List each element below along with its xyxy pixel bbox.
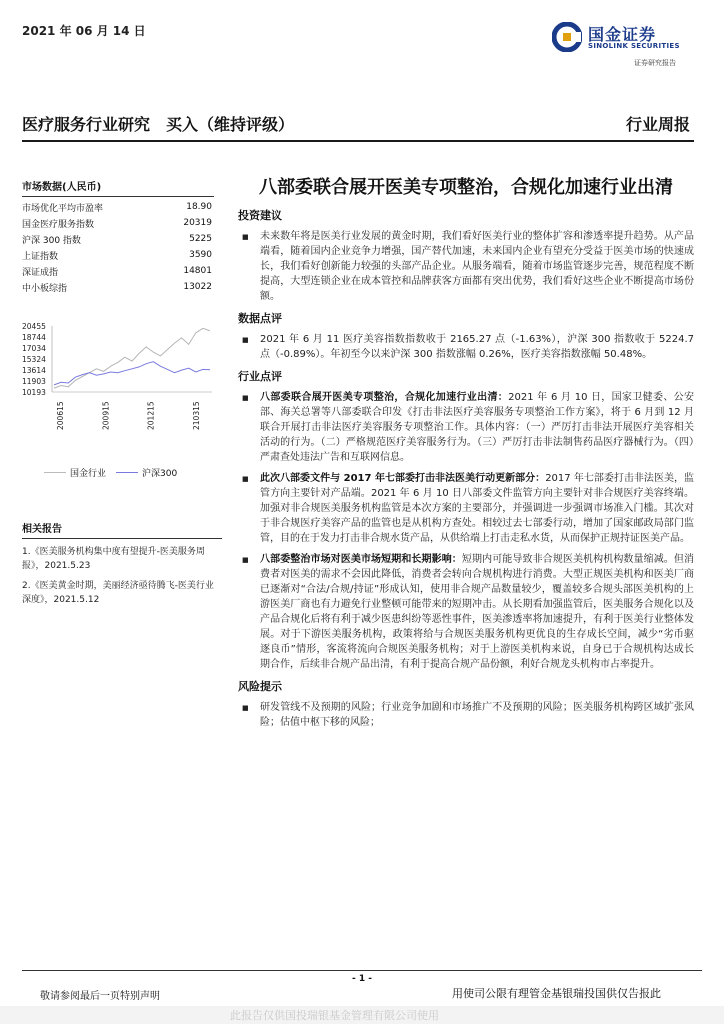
- bullet-text: [260, 471, 694, 546]
- logo-cn-text: 国金证券: [588, 25, 657, 44]
- market-row-label: 中小板综指: [22, 283, 68, 294]
- series-line-hs300: [54, 362, 210, 385]
- market-data-title: 市场数据(人民币): [22, 178, 214, 197]
- report-header: [22, 104, 694, 144]
- market-row-value: 3590: [189, 250, 212, 260]
- bullet-square-icon: ■: [242, 336, 249, 344]
- bullet-item: [238, 552, 694, 672]
- bullet-item: [238, 332, 694, 362]
- bullet-body: 未来数年将是医美行业发展的黄金时期，我们看好医美行业的整体扩容和渗透率提升趋势。从产品端看，随着国内企业竞争力增强，国产替代加速，未来国内企业有望充分受益于医美市场的快速成长，我们看好创新能力较强的头部产品企业。从服务端看，随着市场监管逐步完善，规范程度不断提高，大型连锁企业在成本管控和品牌获客方面都有突出优势，我们看好这些企业不断提高市场份额。: [260, 231, 694, 302]
- bullet-body: 2021 年 6 月 11 医疗美容指数指数收于 2165.27 点（-1.63%），沪深 300 指数收于 5224.7 点（-0.89%）。年初至今以来沪深 300 指数涨幅 0.26%，医疗美容指数涨幅 50.48%。: [260, 334, 694, 360]
- index-line-chart: [22, 318, 218, 464]
- bullet-item: [238, 700, 694, 730]
- market-row: [22, 263, 214, 279]
- company-logo: [552, 20, 702, 56]
- market-row: [22, 215, 214, 231]
- bullet-square-icon: ■: [242, 556, 249, 564]
- legend-swatch-hs300: [116, 472, 138, 473]
- section-heading: 风险提示: [238, 680, 282, 693]
- market-row-value: 5225: [189, 234, 212, 244]
- bullet-lead: 八部委整治市场对医美市场短期和长期影响：: [260, 554, 462, 565]
- y-tick-label: 20455: [22, 322, 46, 331]
- legend-swatch-industry: [44, 472, 66, 473]
- bullet-body: 短期内可能导致非合规医美机构机构数量缩减。但消费者对医美的需求不会因此降低，消费者会转向合规机构进行消费。大型正规医美机构和医美厂商已逐渐对“合法/合规/持证”形成认知，使用非合规产品数量较少，覆盖较多合规头部医美机构的上游医美厂商也有力避免行业整顿可能带来的短期冲击。从长期看加强监管后，医美服务合规化以及产品合规化后将有利于减少医患纠纷等恶性事件，医美渗透率将加速提升，有利于医美行业整体发展。对于下游医美服务机构，政策将给与合规医美服务机构更优良的生存成长空间，减少“劣币驱逐良币”情形，客流将流向合规医美服务机构；对于上游医美机构来说，自身已于合规机构达成长期合作，后续非合规产品出清，有利于提高合规产品份额，利好合规龙头机构市占率提升。: [260, 554, 695, 670]
- bullet-text: [260, 552, 694, 672]
- market-row-value: 13022: [183, 282, 212, 292]
- related-report-item[interactable]: 2.《医美黄金时期，美丽经济亟待腾飞-医美行业深度》，2021.5.12: [22, 581, 214, 605]
- section-heading: 投资建议: [238, 209, 282, 222]
- series-line-industry: [54, 328, 210, 388]
- bullet-square-icon: ■: [242, 475, 249, 483]
- market-row-label: 国金医疗服务指数: [22, 219, 95, 230]
- market-row-value: 20319: [183, 218, 212, 228]
- bullet-item: [238, 471, 694, 546]
- report-type: 行业周报: [625, 115, 690, 134]
- market-row-label: 上证指数: [22, 251, 59, 262]
- x-tick-label: 210315: [192, 401, 201, 430]
- market-row: [22, 247, 214, 263]
- bullet-text: [260, 700, 694, 730]
- bullet-text: [260, 229, 694, 304]
- y-tick-label: 17034: [22, 344, 46, 354]
- market-data-list: [22, 199, 214, 295]
- market-row-label: 沪深 300 指数: [22, 235, 81, 246]
- y-tick-label: 15324: [22, 355, 46, 364]
- y-tick-label: 13614: [22, 365, 46, 375]
- bullet-square-icon: ■: [242, 704, 249, 712]
- chart-legend: [44, 466, 214, 479]
- x-tick-label: 200915: [101, 401, 111, 430]
- bullet-square-icon: ■: [242, 394, 249, 402]
- y-tick-label: 11903: [22, 377, 46, 387]
- watermark-text: 此报告仅供国投瑞银基金管理有限公司使用: [230, 1009, 439, 1022]
- market-row-value: 18.90: [186, 202, 212, 212]
- logo-en-text: SINOLINK SECURITIES: [588, 42, 680, 50]
- bullet-body: 2021 年 6 月 10 日，国家卫健委、公安部、海关总署等八部委联合印发《打击非法医疗美容服务专项整治工作方案》，将于 6 月到 12 月联合开展打击非法医疗美容服务专项整治工作。具体内容：（一）严厉打击非法开展医疗美容相关活动的行为。（二）严格规范医疗美容服务行为。（三）严厉打击非法制售药品医疗器械行为。（四）严肃查处违法广告和互联网信息。: [260, 392, 694, 463]
- logo-mark-icon: [552, 22, 582, 52]
- footer-divider: [22, 970, 702, 971]
- market-row-label: 市场优化平均市盈率: [22, 203, 104, 214]
- bullet-square-icon: ■: [242, 233, 249, 241]
- report-date: 2021 年 06 月 14 日: [22, 24, 146, 38]
- market-row-label: 深证成指: [22, 267, 59, 278]
- bullet-body: 2017 年七部委打击非法医美，监管方向主要针对产品端。2021 年 6 月 10 日八部委文件监管方向主要针对非合规医疗美容终端。加强对非合规医美服务机构监管是本次方案的主要部分，并强调进一步强调市场准入门槛。其次对于非合规医疗美容产品的监管也是从机构方查处。相较过去七部委行动，增加了国家邮政局部门监管，目的在于发力打击非合规水货产品，从供给端上打击走私水货，从而保护正规持证医美产品。: [260, 473, 694, 544]
- section-heading: 数据点评: [238, 312, 282, 325]
- bullet-item: [238, 390, 694, 465]
- x-tick-label: 200615: [56, 401, 65, 430]
- section-heading: 行业点评: [238, 370, 282, 383]
- main-content: [238, 174, 694, 736]
- report-category: 医疗服务行业研究 买入（维持评级）: [22, 115, 295, 134]
- bullet-text: [260, 332, 694, 362]
- report-title: 八部委联合展开医美专项整治，合规化加速行业出清: [259, 177, 673, 198]
- header-divider: [22, 140, 694, 142]
- market-row: [22, 279, 214, 295]
- legend-label-industry: 国金行业: [70, 469, 107, 479]
- usage-note: 用使司公限有理管金基银瑞投国供仅告报此: [452, 987, 661, 1000]
- y-tick-label: 18744: [22, 333, 46, 343]
- legend-item-industry: [44, 466, 106, 479]
- bullet-text: [260, 390, 694, 465]
- page-number: - 1 -: [352, 974, 372, 984]
- market-row: [22, 199, 214, 215]
- y-tick-label: 10193: [22, 388, 46, 397]
- disclaimer-note: 敬请参阅最后一页特别声明: [40, 991, 160, 1002]
- market-row-value: 14801: [183, 266, 212, 276]
- report-sections: [238, 207, 694, 730]
- bullet-lead: 此次八部委文件与 2017 年七部委打击非法医美行动更新部分：: [260, 473, 546, 484]
- related-reports: [22, 520, 222, 613]
- market-row: [22, 231, 214, 247]
- related-reports-title: 相关报告: [22, 520, 222, 539]
- bullet-lead: 八部委联合展开医美专项整治，合规化加速行业出清：: [260, 392, 509, 403]
- x-tick-label: 201215: [146, 401, 156, 430]
- related-report-item[interactable]: 1.《医美服务机构集中度有望提升-医美服务周报》，2021.5.23: [22, 547, 205, 571]
- bullet-body: 研发管线不及预期的风险；行业竞争加剧和市场推广不及预期的风险；医美服务机构跨区域扩张风险；估值中枢下移的风险；: [260, 702, 694, 728]
- logo-subtitle: 证券研究报告: [634, 59, 676, 67]
- market-data-panel: [22, 178, 214, 295]
- bullet-item: [238, 229, 694, 304]
- legend-label-hs300: 沪深300: [142, 469, 178, 479]
- legend-item-hs300: [116, 466, 177, 479]
